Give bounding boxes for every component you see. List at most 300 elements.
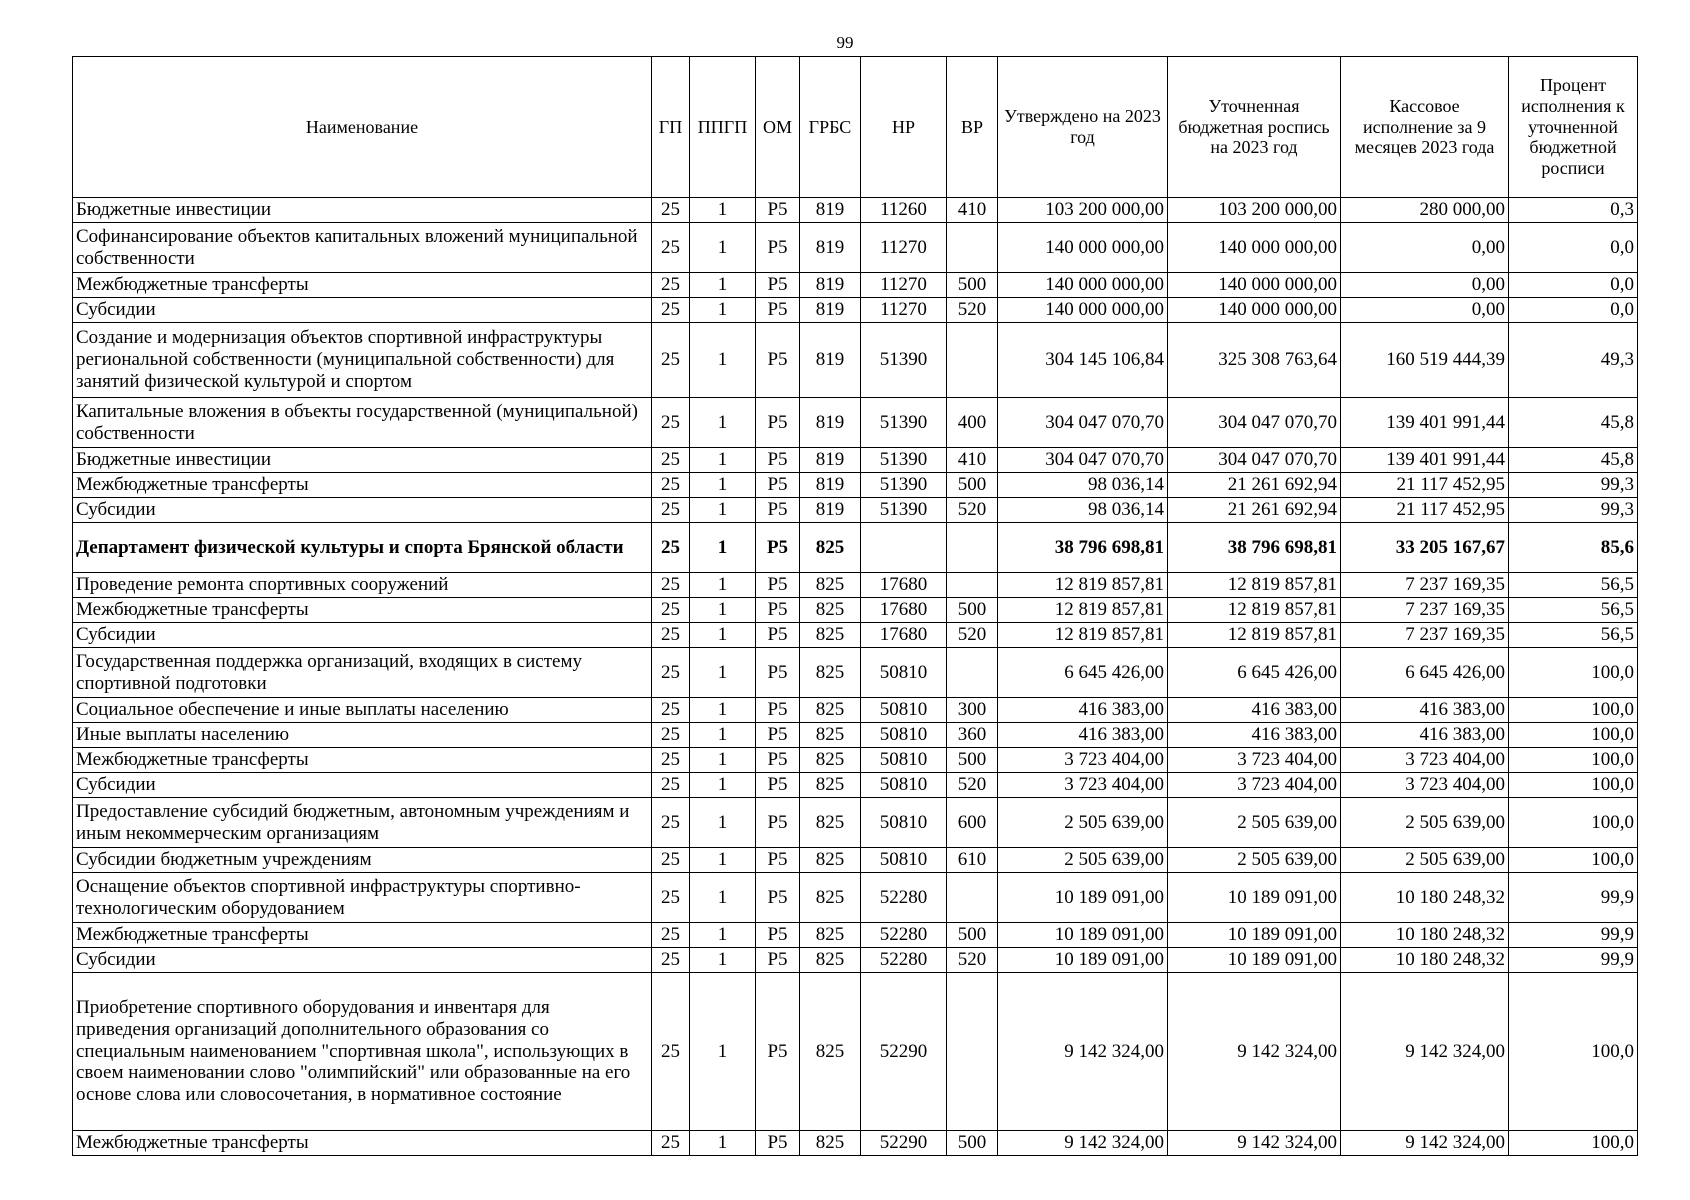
cell-gp: 25 <box>652 748 690 773</box>
cell-gp: 25 <box>652 798 690 848</box>
cell-ppgp: 1 <box>690 273 756 298</box>
cell-approved: 103 200 000,00 <box>998 198 1168 223</box>
cell-vr: 500 <box>947 473 998 498</box>
cell-gp: 25 <box>652 1131 690 1156</box>
cell-vr: 410 <box>947 198 998 223</box>
cell-name: Оснащение объектов спортивной инфраструктуры спортивно-технологическим оборудованием <box>73 873 652 923</box>
header-refined: Уточненная бюджетная роспись на 2023 год <box>1168 57 1341 198</box>
cell-name: Приобретение спортивного оборудования и инвентаря для приведения организаций дополнительного образования со специальным наименованием "спортивная школа", использующих в своем наименовании слово "олимпийский" или образованные на его основе слова или словосочетания, в нормативное состояние <box>73 973 652 1131</box>
cell-name: Межбюджетные трансферты <box>73 273 652 298</box>
table-row <box>73 398 1638 448</box>
cell-grbs: 825 <box>800 848 861 873</box>
cell-nr: 52290 <box>861 973 947 1131</box>
cell-approved: 10 189 091,00 <box>998 923 1168 948</box>
cell-percent: 45,8 <box>1509 448 1638 473</box>
cell-percent: 100,0 <box>1509 723 1638 748</box>
cell-cash: 3 723 404,00 <box>1341 773 1509 798</box>
cell-approved: 2 505 639,00 <box>998 848 1168 873</box>
cell-ppgp: 1 <box>690 473 756 498</box>
cell-grbs: 825 <box>800 698 861 723</box>
cell-vr: 500 <box>947 598 998 623</box>
cell-name: Межбюджетные трансферты <box>73 748 652 773</box>
cell-om: Р5 <box>756 473 800 498</box>
cell-percent: 0,3 <box>1509 198 1638 223</box>
cell-cash: 0,00 <box>1341 273 1509 298</box>
cell-ppgp: 1 <box>690 1131 756 1156</box>
header-om: ОМ <box>756 57 800 198</box>
table-row <box>73 198 1638 223</box>
cell-cash: 416 383,00 <box>1341 698 1509 723</box>
table-row <box>73 323 1638 398</box>
cell-grbs: 825 <box>800 1131 861 1156</box>
cell-refined: 304 047 070,70 <box>1168 448 1341 473</box>
cell-percent: 99,9 <box>1509 923 1638 948</box>
cell-percent: 56,5 <box>1509 573 1638 598</box>
cell-approved: 10 189 091,00 <box>998 873 1168 923</box>
cell-grbs: 819 <box>800 273 861 298</box>
cell-nr: 50810 <box>861 748 947 773</box>
cell-gp: 25 <box>652 973 690 1131</box>
cell-ppgp: 1 <box>690 623 756 648</box>
cell-grbs: 819 <box>800 498 861 523</box>
cell-ppgp: 1 <box>690 398 756 448</box>
cell-vr <box>947 223 998 273</box>
cell-om: Р5 <box>756 223 800 273</box>
cell-om: Р5 <box>756 723 800 748</box>
cell-om: Р5 <box>756 398 800 448</box>
cell-grbs: 825 <box>800 873 861 923</box>
cell-gp: 25 <box>652 598 690 623</box>
cell-percent: 100,0 <box>1509 698 1638 723</box>
cell-om: Р5 <box>756 973 800 1131</box>
cell-approved: 3 723 404,00 <box>998 773 1168 798</box>
cell-percent: 56,5 <box>1509 623 1638 648</box>
cell-nr: 51390 <box>861 323 947 398</box>
table-row <box>73 723 1638 748</box>
cell-cash: 3 723 404,00 <box>1341 748 1509 773</box>
cell-percent: 45,8 <box>1509 398 1638 448</box>
cell-refined: 12 819 857,81 <box>1168 598 1341 623</box>
table-row <box>73 598 1638 623</box>
table-row <box>73 773 1638 798</box>
cell-gp: 25 <box>652 448 690 473</box>
cell-vr: 300 <box>947 698 998 723</box>
cell-ppgp: 1 <box>690 198 756 223</box>
cell-grbs: 819 <box>800 398 861 448</box>
table-row <box>73 648 1638 698</box>
cell-vr: 500 <box>947 923 998 948</box>
cell-om: Р5 <box>756 298 800 323</box>
cell-cash: 21 117 452,95 <box>1341 473 1509 498</box>
table-row <box>73 798 1638 848</box>
cell-cash: 7 237 169,35 <box>1341 598 1509 623</box>
table-row <box>73 498 1638 523</box>
cell-nr: 51390 <box>861 448 947 473</box>
cell-nr <box>861 523 947 573</box>
cell-ppgp: 1 <box>690 748 756 773</box>
cell-gp: 25 <box>652 623 690 648</box>
cell-nr: 51390 <box>861 398 947 448</box>
cell-name: Субсидии <box>73 623 652 648</box>
cell-gp: 25 <box>652 273 690 298</box>
cell-percent: 85,6 <box>1509 523 1638 573</box>
cell-refined: 325 308 763,64 <box>1168 323 1341 398</box>
cell-cash: 2 505 639,00 <box>1341 798 1509 848</box>
cell-vr: 500 <box>947 748 998 773</box>
cell-gp: 25 <box>652 223 690 273</box>
cell-vr: 520 <box>947 948 998 973</box>
cell-om: Р5 <box>756 198 800 223</box>
table-row <box>73 698 1638 723</box>
cell-gp: 25 <box>652 323 690 398</box>
cell-ppgp: 1 <box>690 773 756 798</box>
cell-cash: 9 142 324,00 <box>1341 973 1509 1131</box>
cell-om: Р5 <box>756 748 800 773</box>
cell-name: Предоставление субсидий бюджетным, автономным учреждениям и иным некоммерческим организациям <box>73 798 652 848</box>
cell-nr: 50810 <box>861 723 947 748</box>
table-row <box>73 223 1638 273</box>
cell-nr: 52280 <box>861 948 947 973</box>
cell-vr: 500 <box>947 1131 998 1156</box>
cell-vr <box>947 573 998 598</box>
cell-ppgp: 1 <box>690 323 756 398</box>
cell-percent: 100,0 <box>1509 1131 1638 1156</box>
table-row <box>73 873 1638 923</box>
cell-ppgp: 1 <box>690 973 756 1131</box>
cell-refined: 304 047 070,70 <box>1168 398 1341 448</box>
cell-ppgp: 1 <box>690 298 756 323</box>
cell-om: Р5 <box>756 273 800 298</box>
cell-refined: 2 505 639,00 <box>1168 848 1341 873</box>
cell-om: Р5 <box>756 648 800 698</box>
cell-nr: 52280 <box>861 923 947 948</box>
cell-gp: 25 <box>652 773 690 798</box>
cell-refined: 21 261 692,94 <box>1168 498 1341 523</box>
cell-cash: 7 237 169,35 <box>1341 623 1509 648</box>
cell-name: Межбюджетные трансферты <box>73 473 652 498</box>
cell-om: Р5 <box>756 1131 800 1156</box>
cell-om: Р5 <box>756 873 800 923</box>
cell-name: Софинансирование объектов капитальных вложений муниципальной собственности <box>73 223 652 273</box>
cell-vr <box>947 323 998 398</box>
cell-name: Бюджетные инвестиции <box>73 448 652 473</box>
cell-percent: 100,0 <box>1509 798 1638 848</box>
cell-vr: 610 <box>947 848 998 873</box>
cell-cash: 10 180 248,32 <box>1341 923 1509 948</box>
cell-name: Межбюджетные трансферты <box>73 598 652 623</box>
cell-ppgp: 1 <box>690 573 756 598</box>
table-row <box>73 1131 1638 1156</box>
cell-grbs: 819 <box>800 323 861 398</box>
cell-grbs: 825 <box>800 573 861 598</box>
cell-cash: 416 383,00 <box>1341 723 1509 748</box>
header-percent: Процент исполнения к уточненной бюджетной росписи <box>1509 57 1638 198</box>
cell-om: Р5 <box>756 523 800 573</box>
cell-ppgp: 1 <box>690 948 756 973</box>
cell-gp: 25 <box>652 573 690 598</box>
cell-om: Р5 <box>756 923 800 948</box>
header-grbs: ГРБС <box>800 57 861 198</box>
cell-ppgp: 1 <box>690 523 756 573</box>
cell-percent: 49,3 <box>1509 323 1638 398</box>
cell-refined: 416 383,00 <box>1168 698 1341 723</box>
cell-vr: 400 <box>947 398 998 448</box>
cell-name: Социальное обеспечение и иные выплаты населению <box>73 698 652 723</box>
cell-refined: 21 261 692,94 <box>1168 473 1341 498</box>
cell-vr: 600 <box>947 798 998 848</box>
cell-percent: 0,0 <box>1509 273 1638 298</box>
cell-gp: 25 <box>652 648 690 698</box>
cell-ppgp: 1 <box>690 448 756 473</box>
header-nr: НР <box>861 57 947 198</box>
cell-nr: 50810 <box>861 773 947 798</box>
cell-om: Р5 <box>756 323 800 398</box>
cell-grbs: 825 <box>800 773 861 798</box>
cell-nr: 50810 <box>861 698 947 723</box>
cell-approved: 140 000 000,00 <box>998 223 1168 273</box>
cell-om: Р5 <box>756 448 800 473</box>
table-row <box>73 748 1638 773</box>
cell-refined: 12 819 857,81 <box>1168 623 1341 648</box>
cell-om: Р5 <box>756 773 800 798</box>
cell-ppgp: 1 <box>690 223 756 273</box>
cell-approved: 140 000 000,00 <box>998 298 1168 323</box>
cell-nr: 50810 <box>861 798 947 848</box>
header-vr: ВР <box>947 57 998 198</box>
table-row <box>73 948 1638 973</box>
cell-cash: 0,00 <box>1341 298 1509 323</box>
cell-nr: 50810 <box>861 848 947 873</box>
cell-nr: 17680 <box>861 573 947 598</box>
cell-percent: 100,0 <box>1509 648 1638 698</box>
cell-nr: 52280 <box>861 873 947 923</box>
cell-nr: 51390 <box>861 473 947 498</box>
cell-ppgp: 1 <box>690 698 756 723</box>
cell-refined: 10 189 091,00 <box>1168 873 1341 923</box>
cell-ppgp: 1 <box>690 923 756 948</box>
cell-grbs: 825 <box>800 723 861 748</box>
cell-gp: 25 <box>652 948 690 973</box>
cell-cash: 2 505 639,00 <box>1341 848 1509 873</box>
cell-name: Субсидии <box>73 773 652 798</box>
cell-vr <box>947 973 998 1131</box>
cell-gp: 25 <box>652 848 690 873</box>
cell-name: Государственная поддержка организаций, входящих в систему спортивной подготовки <box>73 648 652 698</box>
cell-nr: 11270 <box>861 298 947 323</box>
cell-grbs: 819 <box>800 298 861 323</box>
cell-name: Проведение ремонта спортивных сооружений <box>73 573 652 598</box>
cell-gp: 25 <box>652 198 690 223</box>
cell-grbs: 819 <box>800 448 861 473</box>
cell-approved: 12 819 857,81 <box>998 598 1168 623</box>
cell-approved: 304 047 070,70 <box>998 448 1168 473</box>
table-row <box>73 573 1638 598</box>
cell-approved: 2 505 639,00 <box>998 798 1168 848</box>
cell-approved: 304 145 106,84 <box>998 323 1168 398</box>
cell-refined: 6 645 426,00 <box>1168 648 1341 698</box>
table-row <box>73 623 1638 648</box>
cell-cash: 10 180 248,32 <box>1341 948 1509 973</box>
cell-om: Р5 <box>756 798 800 848</box>
cell-grbs: 825 <box>800 973 861 1131</box>
cell-refined: 416 383,00 <box>1168 723 1341 748</box>
cell-refined: 12 819 857,81 <box>1168 573 1341 598</box>
header-row <box>73 57 1638 198</box>
cell-gp: 25 <box>652 473 690 498</box>
cell-vr: 410 <box>947 448 998 473</box>
cell-grbs: 825 <box>800 948 861 973</box>
cell-gp: 25 <box>652 498 690 523</box>
cell-approved: 416 383,00 <box>998 698 1168 723</box>
cell-vr: 520 <box>947 298 998 323</box>
cell-refined: 9 142 324,00 <box>1168 973 1341 1131</box>
header-approved: Утверждено на 2023 год <box>998 57 1168 198</box>
cell-cash: 33 205 167,67 <box>1341 523 1509 573</box>
cell-grbs: 825 <box>800 748 861 773</box>
cell-nr: 17680 <box>861 598 947 623</box>
table-body <box>73 198 1638 1156</box>
cell-approved: 6 645 426,00 <box>998 648 1168 698</box>
cell-name: Межбюджетные трансферты <box>73 923 652 948</box>
cell-refined: 9 142 324,00 <box>1168 1131 1341 1156</box>
cell-cash: 7 237 169,35 <box>1341 573 1509 598</box>
cell-name: Субсидии <box>73 948 652 973</box>
cell-grbs: 819 <box>800 198 861 223</box>
cell-cash: 0,00 <box>1341 223 1509 273</box>
cell-gp: 25 <box>652 398 690 448</box>
cell-om: Р5 <box>756 498 800 523</box>
cell-percent: 99,9 <box>1509 873 1638 923</box>
header-ppgp: ППГП <box>690 57 756 198</box>
cell-cash: 280 000,00 <box>1341 198 1509 223</box>
cell-name: Субсидии <box>73 498 652 523</box>
cell-om: Р5 <box>756 598 800 623</box>
table-row <box>73 923 1638 948</box>
cell-percent: 0,0 <box>1509 223 1638 273</box>
cell-approved: 98 036,14 <box>998 498 1168 523</box>
cell-nr: 11260 <box>861 198 947 223</box>
cell-approved: 12 819 857,81 <box>998 573 1168 598</box>
cell-grbs: 825 <box>800 798 861 848</box>
cell-om: Р5 <box>756 948 800 973</box>
cell-refined: 140 000 000,00 <box>1168 223 1341 273</box>
cell-refined: 103 200 000,00 <box>1168 198 1341 223</box>
cell-approved: 416 383,00 <box>998 723 1168 748</box>
cell-ppgp: 1 <box>690 848 756 873</box>
cell-vr: 500 <box>947 273 998 298</box>
cell-name: Создание и модернизация объектов спортивной инфраструктуры региональной собственности (муниципальной собственности) для занятий физической культурой и спортом <box>73 323 652 398</box>
cell-nr: 17680 <box>861 623 947 648</box>
cell-cash: 10 180 248,32 <box>1341 873 1509 923</box>
cell-nr: 50810 <box>861 648 947 698</box>
cell-name: Иные выплаты населению <box>73 723 652 748</box>
cell-refined: 10 189 091,00 <box>1168 948 1341 973</box>
cell-nr: 11270 <box>861 273 947 298</box>
cell-approved: 9 142 324,00 <box>998 973 1168 1131</box>
table-row <box>73 848 1638 873</box>
table-row <box>73 523 1638 573</box>
cell-nr: 52290 <box>861 1131 947 1156</box>
cell-om: Р5 <box>756 848 800 873</box>
cell-nr: 11270 <box>861 223 947 273</box>
cell-refined: 3 723 404,00 <box>1168 773 1341 798</box>
cell-gp: 25 <box>652 873 690 923</box>
cell-grbs: 825 <box>800 598 861 623</box>
cell-percent: 100,0 <box>1509 748 1638 773</box>
cell-om: Р5 <box>756 573 800 598</box>
cell-refined: 140 000 000,00 <box>1168 273 1341 298</box>
cell-cash: 160 519 444,39 <box>1341 323 1509 398</box>
cell-cash: 6 645 426,00 <box>1341 648 1509 698</box>
cell-gp: 25 <box>652 723 690 748</box>
table-row <box>73 973 1638 1131</box>
cell-ppgp: 1 <box>690 873 756 923</box>
cell-grbs: 825 <box>800 523 861 573</box>
cell-refined: 140 000 000,00 <box>1168 298 1341 323</box>
cell-gp: 25 <box>652 698 690 723</box>
cell-refined: 2 505 639,00 <box>1168 798 1341 848</box>
cell-vr <box>947 648 998 698</box>
cell-name: Межбюджетные трансферты <box>73 1131 652 1156</box>
header-gp: ГП <box>652 57 690 198</box>
cell-percent: 99,3 <box>1509 473 1638 498</box>
cell-approved: 304 047 070,70 <box>998 398 1168 448</box>
cell-ppgp: 1 <box>690 598 756 623</box>
cell-name: Субсидии <box>73 298 652 323</box>
cell-approved: 98 036,14 <box>998 473 1168 498</box>
budget-table <box>72 56 1638 1156</box>
cell-ppgp: 1 <box>690 648 756 698</box>
cell-grbs: 825 <box>800 648 861 698</box>
cell-percent: 99,9 <box>1509 948 1638 973</box>
cell-cash: 21 117 452,95 <box>1341 498 1509 523</box>
cell-percent: 0,0 <box>1509 298 1638 323</box>
cell-percent: 100,0 <box>1509 973 1638 1131</box>
cell-gp: 25 <box>652 923 690 948</box>
cell-approved: 10 189 091,00 <box>998 948 1168 973</box>
cell-nr: 51390 <box>861 498 947 523</box>
table-row <box>73 298 1638 323</box>
cell-name: Субсидии бюджетным учреждениям <box>73 848 652 873</box>
cell-ppgp: 1 <box>690 498 756 523</box>
cell-om: Р5 <box>756 698 800 723</box>
cell-vr: 520 <box>947 623 998 648</box>
cell-percent: 100,0 <box>1509 848 1638 873</box>
cell-vr: 520 <box>947 498 998 523</box>
cell-cash: 139 401 991,44 <box>1341 448 1509 473</box>
cell-gp: 25 <box>652 523 690 573</box>
table-row <box>73 273 1638 298</box>
cell-approved: 38 796 698,81 <box>998 523 1168 573</box>
cell-om: Р5 <box>756 623 800 648</box>
cell-grbs: 825 <box>800 623 861 648</box>
cell-ppgp: 1 <box>690 798 756 848</box>
cell-percent: 99,3 <box>1509 498 1638 523</box>
cell-cash: 139 401 991,44 <box>1341 398 1509 448</box>
cell-ppgp: 1 <box>690 723 756 748</box>
cell-refined: 38 796 698,81 <box>1168 523 1341 573</box>
cell-approved: 12 819 857,81 <box>998 623 1168 648</box>
cell-percent: 100,0 <box>1509 773 1638 798</box>
cell-refined: 3 723 404,00 <box>1168 748 1341 773</box>
cell-approved: 9 142 324,00 <box>998 1131 1168 1156</box>
cell-name: Капитальные вложения в объекты государственной (муниципальной) собственности <box>73 398 652 448</box>
cell-gp: 25 <box>652 298 690 323</box>
cell-vr <box>947 523 998 573</box>
header-name: Наименование <box>73 57 652 198</box>
cell-name: Департамент физической культуры и спорта Брянской области <box>73 523 652 573</box>
header-cash: Кассовое исполнение за 9 месяцев 2023 года <box>1341 57 1509 198</box>
